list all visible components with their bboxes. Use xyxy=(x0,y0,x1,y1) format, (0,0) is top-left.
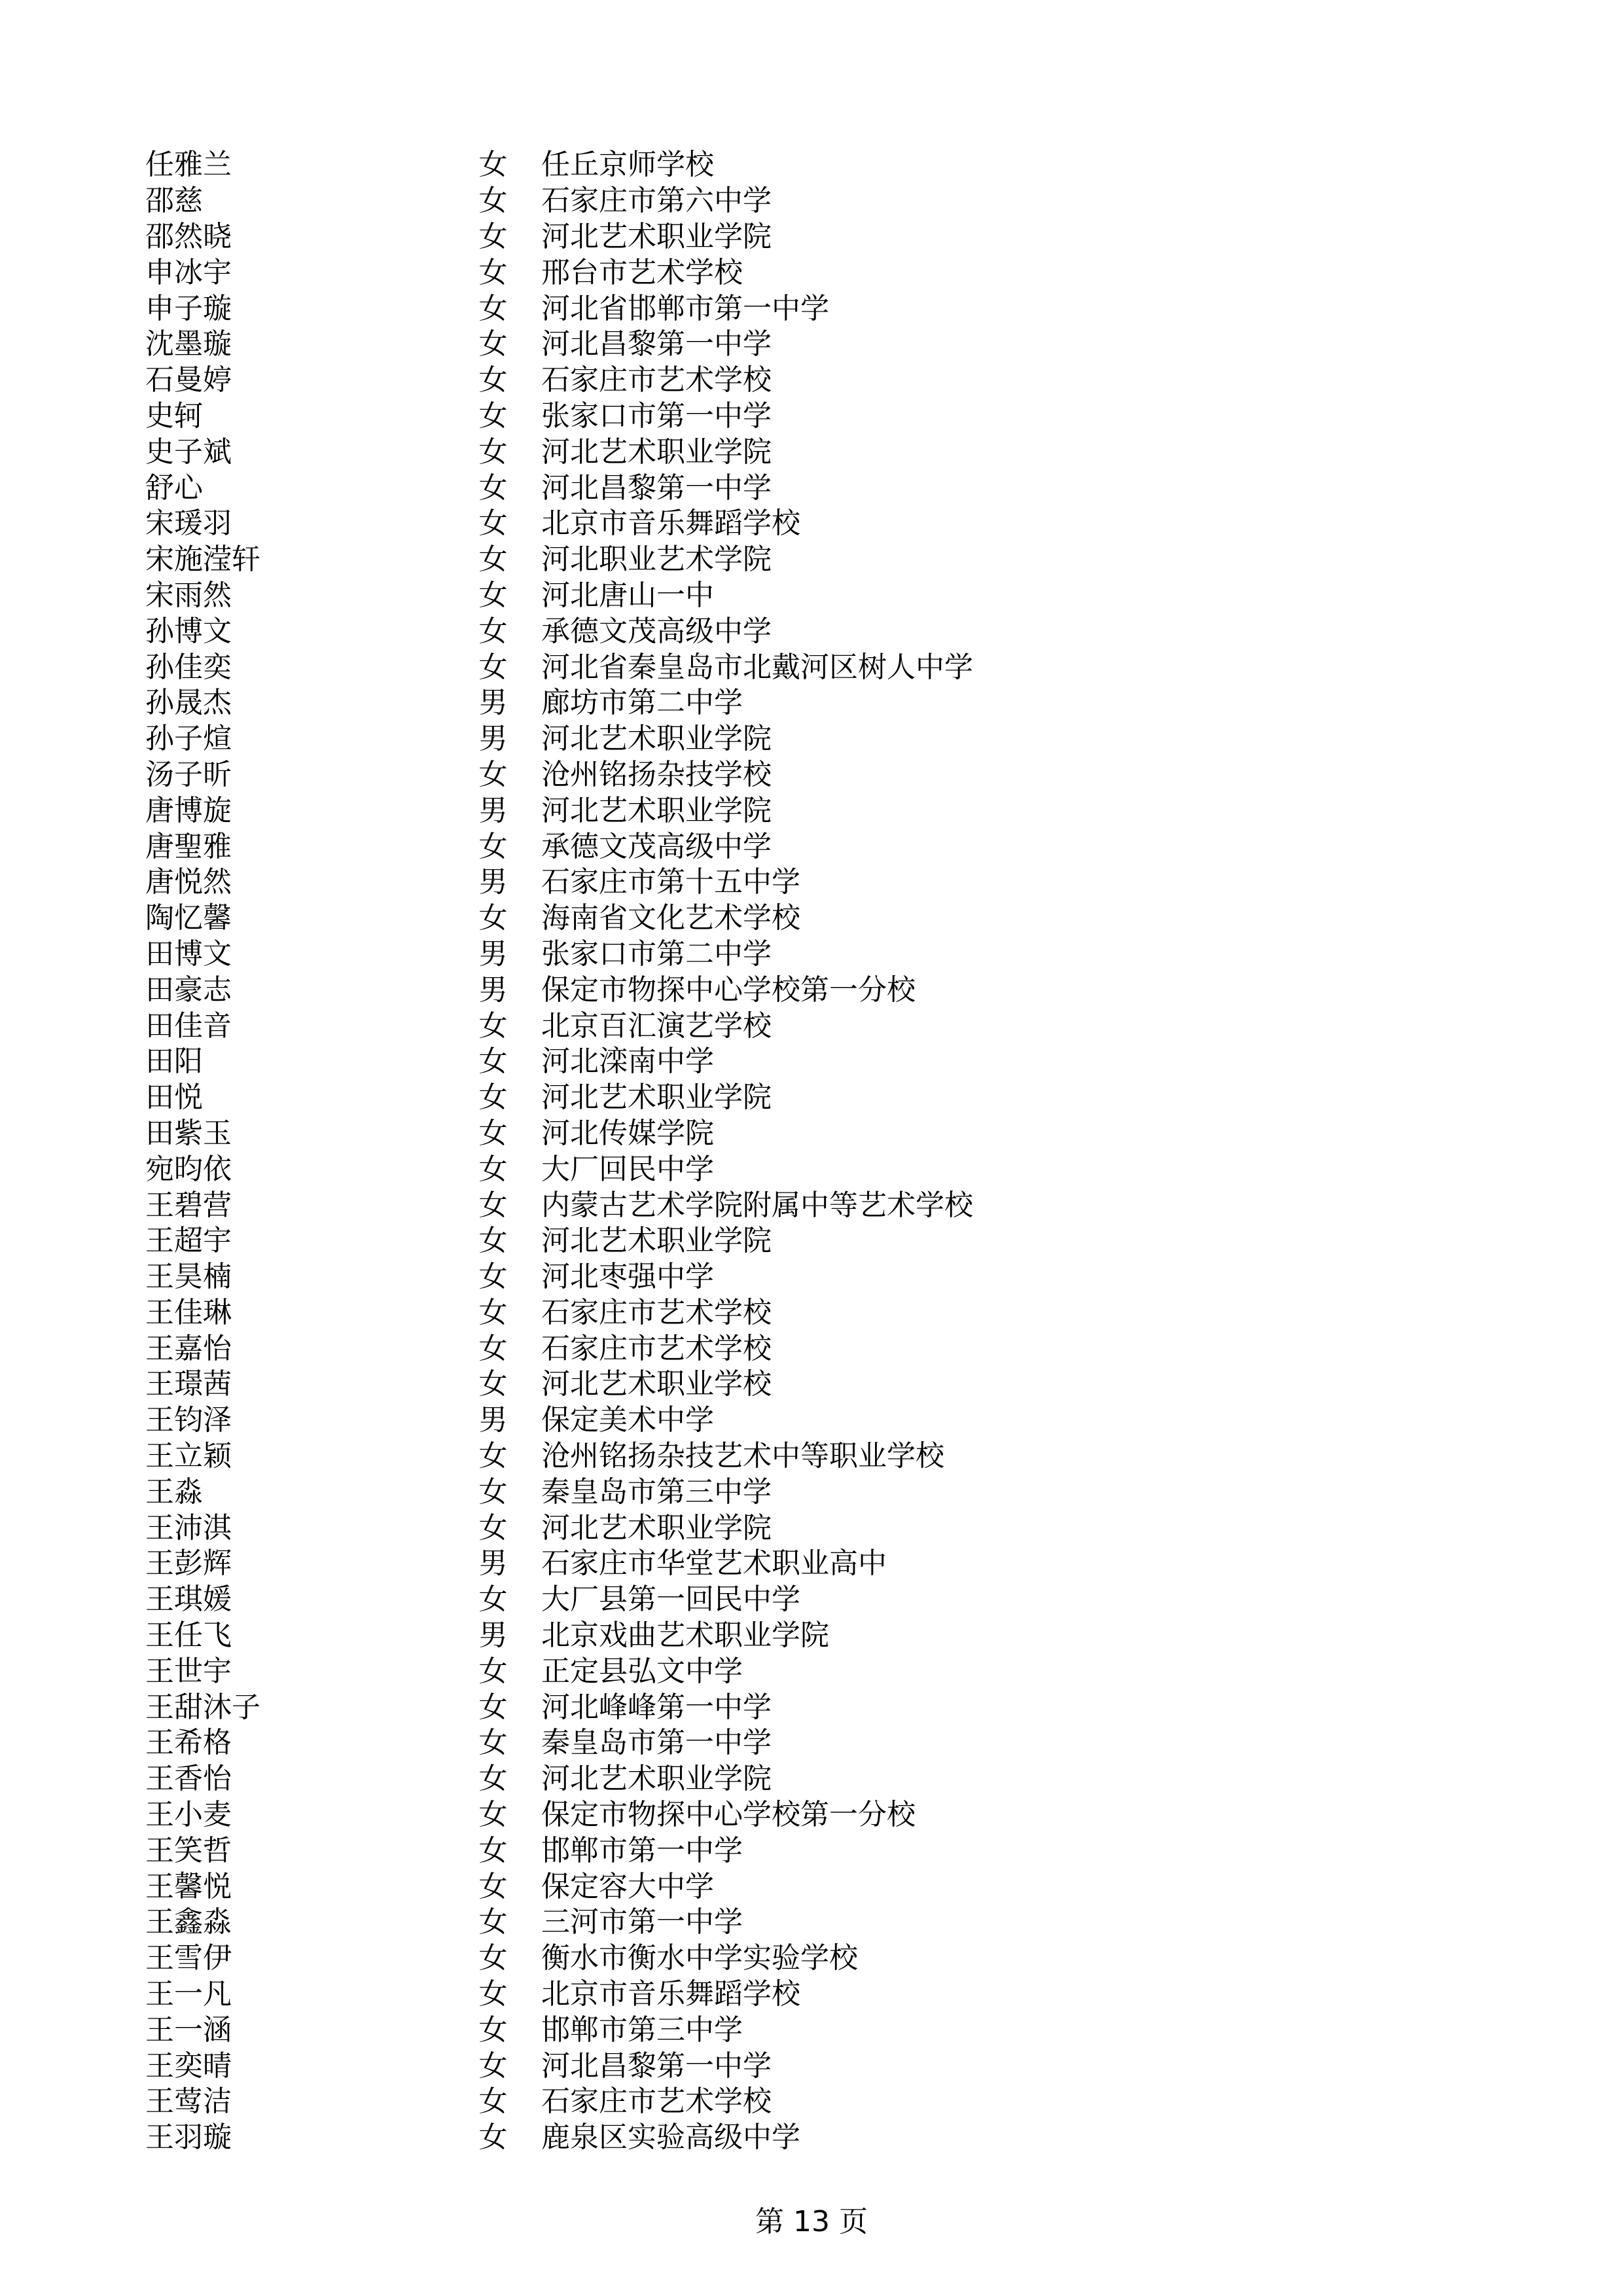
list-item xyxy=(145,1689,1389,1725)
student-school: 河北枣强中学 xyxy=(541,1260,714,1294)
student-gender: 女 xyxy=(478,1045,508,1079)
student-gender: 女 xyxy=(478,829,508,863)
student-name: 宋施滢轩 xyxy=(145,543,260,577)
student-gender: 女 xyxy=(478,1367,508,1401)
list-item xyxy=(145,1618,1389,1654)
list-item xyxy=(145,1187,1389,1223)
student-name: 王鑫淼 xyxy=(145,1905,232,1939)
student-name: 王雪伊 xyxy=(145,1941,232,1975)
student-name: 唐博旋 xyxy=(145,793,232,827)
student-name: 陶忆馨 xyxy=(145,901,232,935)
student-name: 史轲 xyxy=(145,399,203,433)
list-item xyxy=(145,1797,1389,1833)
student-school: 河北艺术职业学院 xyxy=(541,219,772,253)
student-name: 王世宇 xyxy=(145,1654,232,1688)
student-gender: 女 xyxy=(478,399,508,433)
student-name: 王羽璇 xyxy=(145,2121,232,2155)
student-school: 河北艺术职业学院 xyxy=(541,435,772,469)
student-school: 河北滦南中学 xyxy=(541,1045,714,1079)
student-name: 舒心 xyxy=(145,471,203,505)
student-school: 河北昌黎第一中学 xyxy=(541,327,772,361)
student-school: 河北艺术职业学院 xyxy=(541,722,772,756)
list-item xyxy=(145,327,1389,363)
list-item xyxy=(145,649,1389,685)
student-name: 史子斌 xyxy=(145,435,232,469)
student-school: 河北唐山一中 xyxy=(541,578,714,612)
student-school: 承德文茂高级中学 xyxy=(541,829,772,863)
student-name: 王彭辉 xyxy=(145,1547,232,1581)
student-gender: 女 xyxy=(478,2085,508,2119)
student-school: 邯郸市第一中学 xyxy=(541,1833,743,1867)
list-item xyxy=(145,363,1389,399)
list-item xyxy=(145,219,1389,255)
student-school: 北京市音乐舞蹈学校 xyxy=(541,507,800,541)
student-name: 邵然晓 xyxy=(145,219,232,253)
student-gender: 女 xyxy=(478,1762,508,1796)
student-name: 唐悦然 xyxy=(145,865,232,899)
student-school: 河北昌黎第一中学 xyxy=(541,471,772,505)
student-name: 王超宇 xyxy=(145,1224,232,1258)
student-gender: 女 xyxy=(478,901,508,935)
student-gender: 男 xyxy=(478,1619,508,1653)
student-gender: 女 xyxy=(478,1439,508,1473)
student-gender: 男 xyxy=(478,1547,508,1581)
student-gender: 女 xyxy=(478,1690,508,1724)
student-name: 汤子昕 xyxy=(145,757,232,791)
list-item xyxy=(145,1725,1389,1761)
student-school: 任丘京师学校 xyxy=(541,148,714,182)
list-item xyxy=(145,1151,1389,1187)
student-gender: 女 xyxy=(478,1331,508,1365)
student-gender: 女 xyxy=(478,1833,508,1867)
student-gender: 女 xyxy=(478,2121,508,2155)
list-item xyxy=(145,291,1389,327)
student-name: 王璟茜 xyxy=(145,1367,232,1401)
student-name: 王琪媛 xyxy=(145,1583,232,1617)
student-gender: 女 xyxy=(478,219,508,253)
student-gender: 女 xyxy=(478,255,508,289)
student-school: 河北省邯郸市第一中学 xyxy=(541,291,829,325)
student-school: 保定美术中学 xyxy=(541,1403,714,1437)
student-gender: 女 xyxy=(478,2013,508,2047)
student-name: 田阳 xyxy=(145,1045,203,1079)
list-item xyxy=(145,721,1389,757)
list-item xyxy=(145,255,1389,291)
student-school: 河北昌黎第一中学 xyxy=(541,2049,772,2083)
student-school: 秦皇岛市第三中学 xyxy=(541,1475,772,1509)
student-gender: 女 xyxy=(478,507,508,541)
student-school: 张家口市第二中学 xyxy=(541,937,772,971)
student-gender: 女 xyxy=(478,1260,508,1294)
student-school: 承德文茂高级中学 xyxy=(541,614,772,648)
list-item xyxy=(145,1546,1389,1582)
student-school: 河北峰峰第一中学 xyxy=(541,1690,772,1724)
student-name: 沈墨璇 xyxy=(145,327,232,361)
student-name: 王淼 xyxy=(145,1475,203,1509)
student-name: 王奕晴 xyxy=(145,2049,232,2083)
list-item xyxy=(145,1080,1389,1116)
student-school: 石家庄市第十五中学 xyxy=(541,865,800,899)
list-item xyxy=(145,1259,1389,1295)
list-item xyxy=(145,1761,1389,1797)
list-item xyxy=(145,2012,1389,2048)
student-gender: 女 xyxy=(478,1977,508,2011)
student-school: 秦皇岛市第一中学 xyxy=(541,1726,772,1760)
student-name: 宛昀依 xyxy=(145,1152,232,1186)
student-name: 王嘉怡 xyxy=(145,1331,232,1365)
student-gender: 女 xyxy=(478,184,508,218)
student-name: 王昊楠 xyxy=(145,1260,232,1294)
student-name: 申子璇 xyxy=(145,291,232,325)
student-gender: 女 xyxy=(478,1224,508,1258)
student-gender: 女 xyxy=(478,291,508,325)
student-school: 河北艺术职业学校 xyxy=(541,1367,772,1401)
list-item xyxy=(145,757,1389,793)
list-item xyxy=(145,183,1389,219)
student-school: 衡水市衡水中学实验学校 xyxy=(541,1941,858,1975)
student-gender: 男 xyxy=(478,793,508,827)
list-item xyxy=(145,1941,1389,1977)
student-name: 王莺洁 xyxy=(145,2085,232,2119)
student-gender: 女 xyxy=(478,435,508,469)
student-gender: 女 xyxy=(478,1188,508,1222)
page-number: 第 13 页 xyxy=(755,2205,868,2238)
student-gender: 女 xyxy=(478,148,508,182)
student-school: 石家庄市第六中学 xyxy=(541,184,772,218)
student-name: 唐聖雅 xyxy=(145,829,232,863)
roster-list xyxy=(145,147,1389,2156)
student-school: 大厂回民中学 xyxy=(541,1152,714,1186)
list-item xyxy=(145,147,1389,183)
list-item xyxy=(145,1833,1389,1869)
list-item xyxy=(145,399,1389,435)
list-item xyxy=(145,1116,1389,1152)
student-school: 沧州铭扬杂技艺术中等职业学校 xyxy=(541,1439,944,1473)
student-school: 三河市第一中学 xyxy=(541,1905,743,1939)
student-gender: 女 xyxy=(478,363,508,397)
student-name: 田紫玉 xyxy=(145,1116,232,1150)
list-item xyxy=(145,578,1389,614)
student-school: 河北职业艺术学院 xyxy=(541,543,772,577)
student-gender: 女 xyxy=(478,650,508,684)
student-gender: 男 xyxy=(478,1403,508,1437)
student-school: 邢台市艺术学校 xyxy=(541,255,743,289)
student-name: 任雅兰 xyxy=(145,148,232,182)
student-name: 王一涵 xyxy=(145,2013,232,2047)
student-school: 河北省秦皇岛市北戴河区树人中学 xyxy=(541,650,973,684)
student-school: 内蒙古艺术学院附属中等艺术学校 xyxy=(541,1188,973,1222)
list-item xyxy=(145,1653,1389,1689)
student-name: 田豪志 xyxy=(145,973,232,1007)
student-gender: 女 xyxy=(478,1152,508,1186)
student-name: 田博文 xyxy=(145,937,232,971)
list-item xyxy=(145,1869,1389,1905)
list-item xyxy=(145,972,1389,1008)
list-item xyxy=(145,1367,1389,1403)
student-gender: 女 xyxy=(478,1009,508,1043)
student-gender: 女 xyxy=(478,1081,508,1115)
student-school: 保定市物探中心学校第一分校 xyxy=(541,1798,916,1832)
list-item xyxy=(145,542,1389,578)
list-item xyxy=(145,1295,1389,1331)
list-item xyxy=(145,506,1389,542)
student-school: 河北艺术职业学院 xyxy=(541,1081,772,1115)
student-name: 田佳音 xyxy=(145,1009,232,1043)
student-gender: 男 xyxy=(478,865,508,899)
student-school: 石家庄市华堂艺术职业高中 xyxy=(541,1547,887,1581)
list-item xyxy=(145,1223,1389,1259)
student-name: 宋瑗羽 xyxy=(145,507,232,541)
student-school: 河北艺术职业学院 xyxy=(541,1511,772,1545)
list-item xyxy=(145,2120,1389,2156)
student-name: 王笑哲 xyxy=(145,1833,232,1867)
student-gender: 女 xyxy=(478,471,508,505)
student-school: 河北艺术职业学院 xyxy=(541,1224,772,1258)
student-name: 王佳琳 xyxy=(145,1295,232,1329)
student-name: 孙晟杰 xyxy=(145,686,232,720)
student-gender: 女 xyxy=(478,578,508,612)
student-school: 保定市物探中心学校第一分校 xyxy=(541,973,916,1007)
student-name: 申冰宇 xyxy=(145,255,232,289)
student-gender: 女 xyxy=(478,543,508,577)
list-item xyxy=(145,829,1389,865)
student-name: 王小麦 xyxy=(145,1798,232,1832)
list-item xyxy=(145,434,1389,470)
student-name: 王碧营 xyxy=(145,1188,232,1222)
student-gender: 女 xyxy=(478,1511,508,1545)
list-item xyxy=(145,1008,1389,1044)
student-school: 大厂县第一回民中学 xyxy=(541,1583,800,1617)
student-name: 邵慈 xyxy=(145,184,203,218)
list-item xyxy=(145,685,1389,721)
student-name: 宋雨然 xyxy=(145,578,232,612)
student-name: 孙博文 xyxy=(145,614,232,648)
student-gender: 女 xyxy=(478,1941,508,1975)
student-gender: 男 xyxy=(478,722,508,756)
student-gender: 女 xyxy=(478,1475,508,1509)
student-school: 张家口市第一中学 xyxy=(541,399,772,433)
student-name: 王沛淇 xyxy=(145,1511,232,1545)
student-gender: 女 xyxy=(478,1654,508,1688)
list-item xyxy=(145,1474,1389,1510)
student-gender: 女 xyxy=(478,1116,508,1150)
student-gender: 女 xyxy=(478,1798,508,1832)
list-item xyxy=(145,613,1389,649)
student-school: 石家庄市艺术学校 xyxy=(541,2085,772,2119)
student-name: 王馨悦 xyxy=(145,1869,232,1903)
student-name: 孙佳奕 xyxy=(145,650,232,684)
student-school: 鹿泉区实验高级中学 xyxy=(541,2121,800,2155)
student-gender: 女 xyxy=(478,327,508,361)
student-school: 北京百汇演艺学校 xyxy=(541,1009,772,1043)
list-item xyxy=(145,1582,1389,1618)
list-item xyxy=(145,865,1389,901)
list-item xyxy=(145,937,1389,973)
student-name: 石曼婷 xyxy=(145,363,232,397)
student-gender: 女 xyxy=(478,757,508,791)
student-school: 北京市音乐舞蹈学校 xyxy=(541,1977,800,2011)
student-school: 北京戏曲艺术职业学院 xyxy=(541,1619,829,1653)
list-item xyxy=(145,793,1389,829)
student-gender: 男 xyxy=(478,973,508,1007)
student-name: 孙子煊 xyxy=(145,722,232,756)
student-name: 王甜沐子 xyxy=(145,1690,260,1724)
list-item xyxy=(145,1977,1389,2013)
list-item xyxy=(145,470,1389,506)
student-gender: 女 xyxy=(478,614,508,648)
student-school: 正定县弘文中学 xyxy=(541,1654,743,1688)
list-item xyxy=(145,1439,1389,1475)
student-gender: 女 xyxy=(478,2049,508,2083)
student-name: 王希格 xyxy=(145,1726,232,1760)
list-item xyxy=(145,1331,1389,1367)
student-gender: 女 xyxy=(478,1295,508,1329)
student-school: 河北传媒学院 xyxy=(541,1116,714,1150)
student-gender: 女 xyxy=(478,1726,508,1760)
student-gender: 女 xyxy=(478,1869,508,1903)
list-item xyxy=(145,1044,1389,1080)
student-name: 王一凡 xyxy=(145,1977,232,2011)
student-name: 王任飞 xyxy=(145,1619,232,1653)
list-item xyxy=(145,1403,1389,1439)
student-school: 邯郸市第三中学 xyxy=(541,2013,743,2047)
student-name: 王香怡 xyxy=(145,1762,232,1796)
student-school: 河北艺术职业学院 xyxy=(541,793,772,827)
list-item xyxy=(145,1510,1389,1546)
list-item xyxy=(145,901,1389,937)
student-school: 河北艺术职业学院 xyxy=(541,1762,772,1796)
list-item xyxy=(145,2048,1389,2084)
student-school: 保定容大中学 xyxy=(541,1869,714,1903)
student-school: 石家庄市艺术学校 xyxy=(541,363,772,397)
student-school: 石家庄市艺术学校 xyxy=(541,1295,772,1329)
student-gender: 女 xyxy=(478,1583,508,1617)
student-school: 沧州铭扬杂技学校 xyxy=(541,757,772,791)
student-gender: 男 xyxy=(478,937,508,971)
list-item xyxy=(145,1905,1389,1941)
student-name: 王钧泽 xyxy=(145,1403,232,1437)
list-item xyxy=(145,2084,1389,2120)
student-name: 田悦 xyxy=(145,1081,203,1115)
student-school: 廊坊市第二中学 xyxy=(541,686,743,720)
student-school: 海南省文化艺术学校 xyxy=(541,901,800,935)
student-school: 石家庄市艺术学校 xyxy=(541,1331,772,1365)
student-gender: 女 xyxy=(478,1905,508,1939)
student-gender: 男 xyxy=(478,686,508,720)
student-name: 王立颖 xyxy=(145,1439,232,1473)
